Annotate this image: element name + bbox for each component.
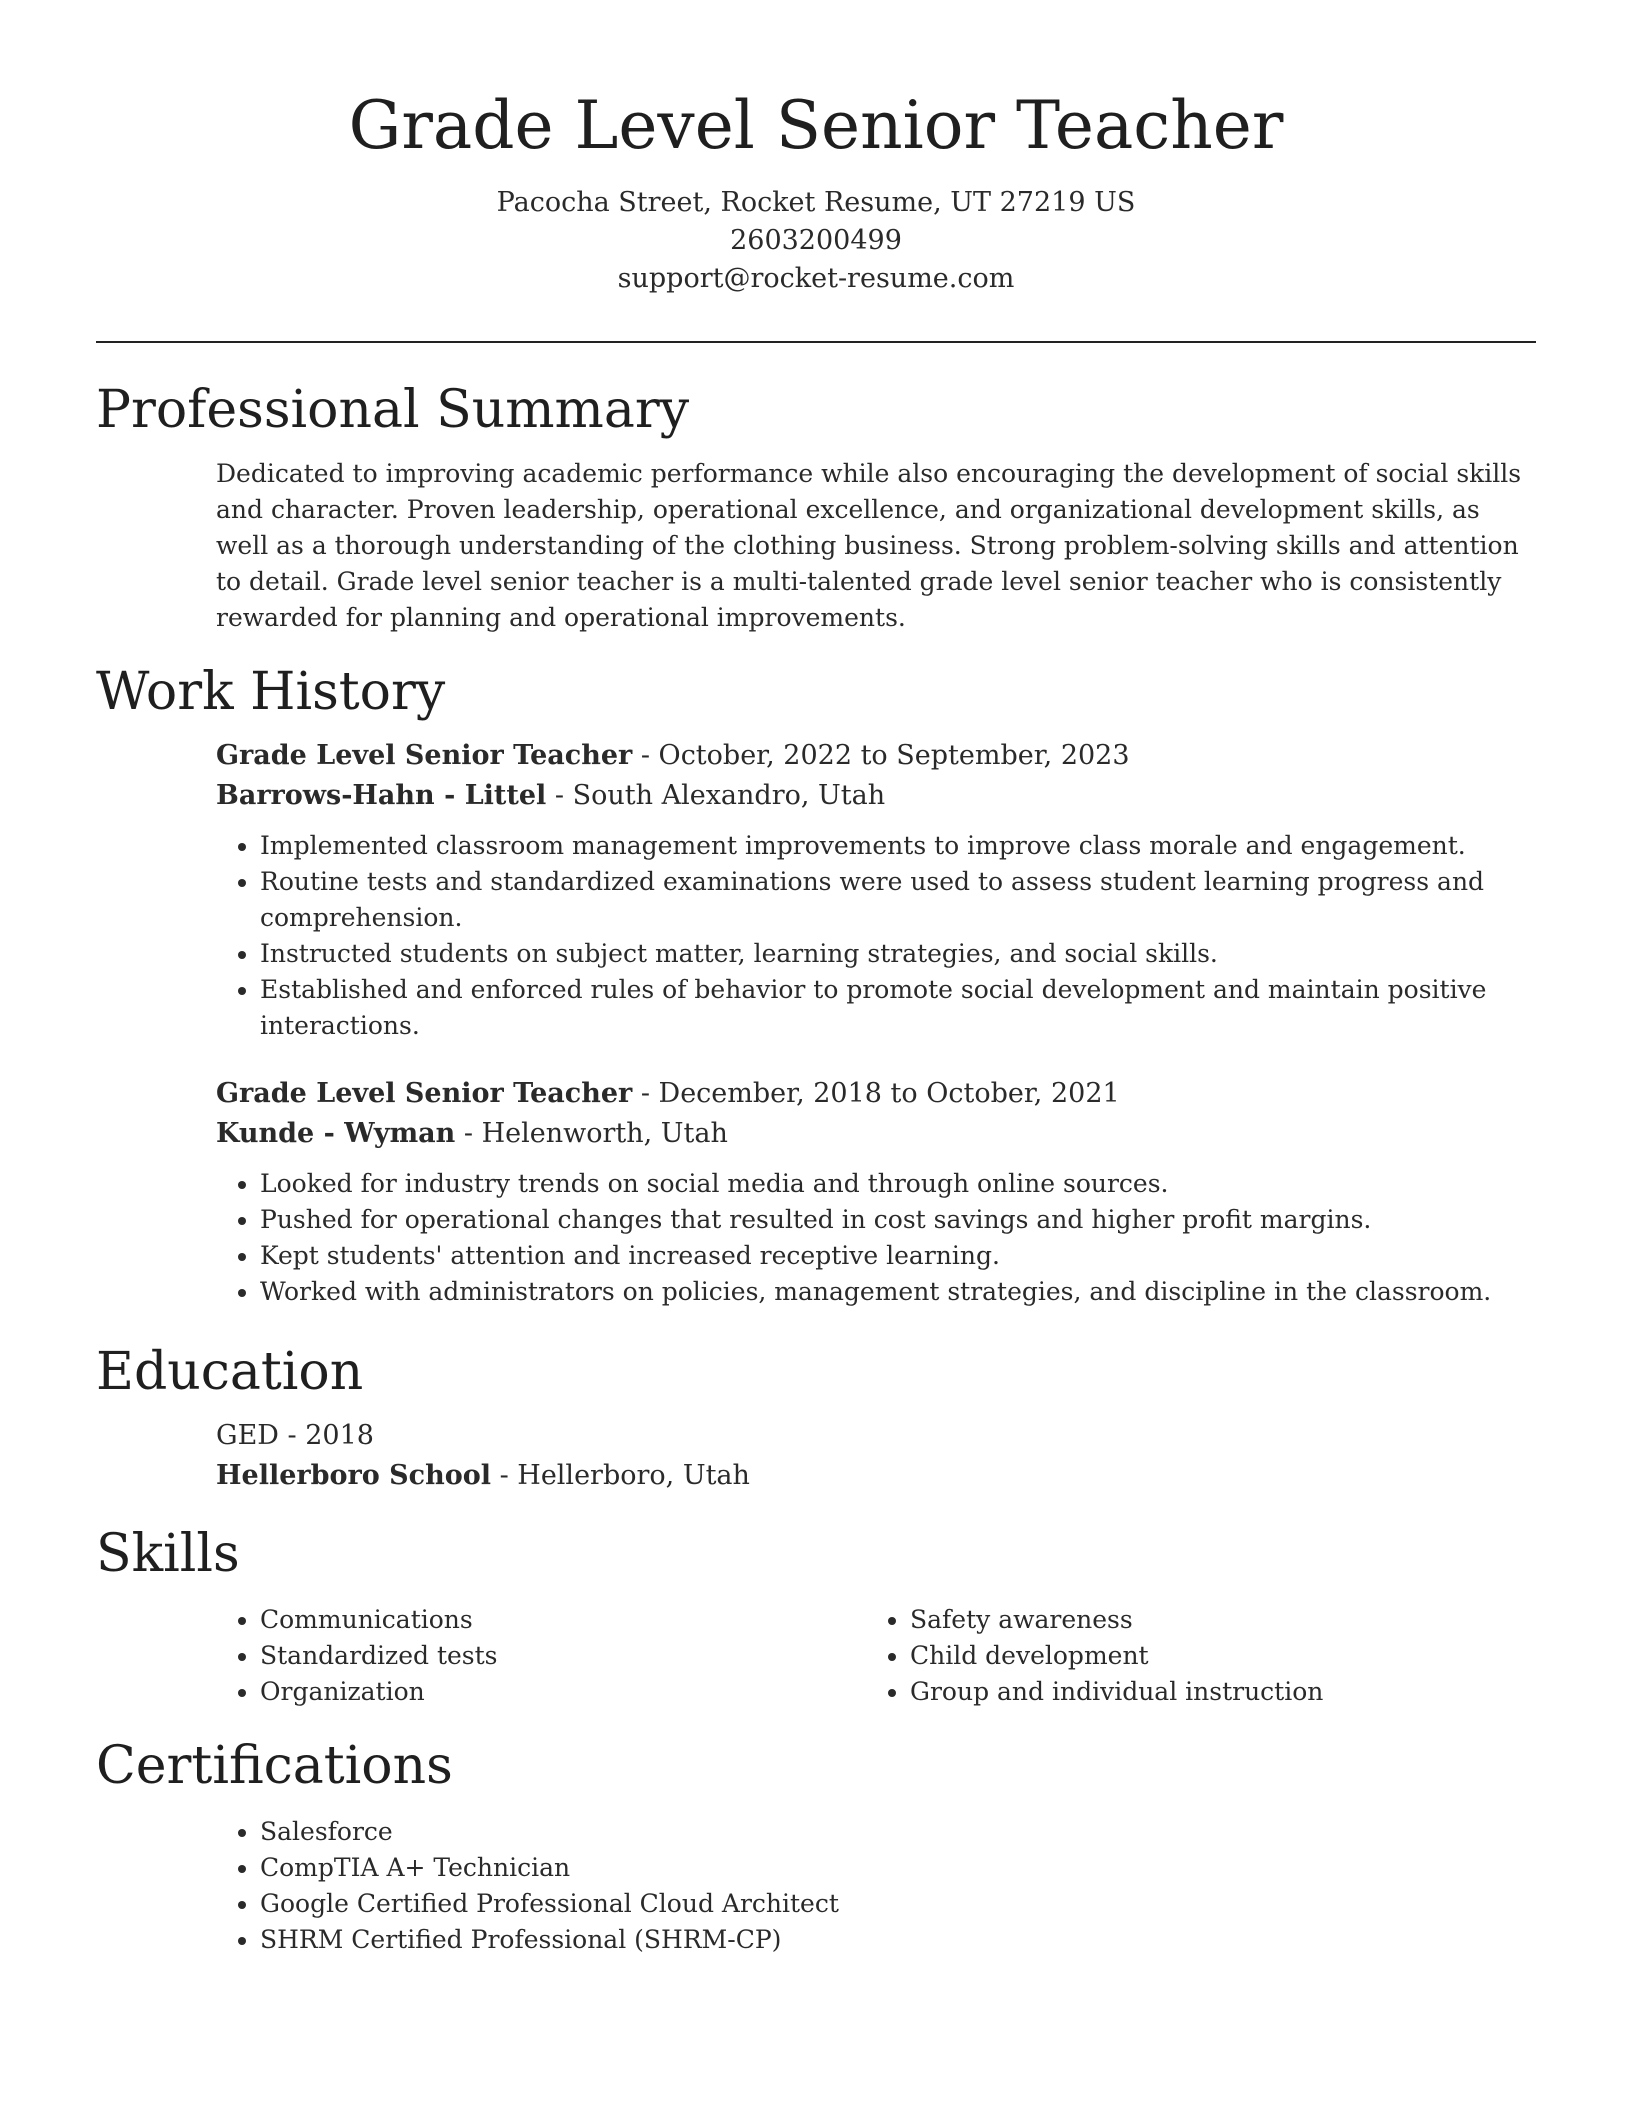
certifications-list — [216, 1814, 1536, 1958]
section-title-education: Education — [96, 1342, 364, 1402]
list-item: • Group and individual instruction — [910, 1674, 1516, 1710]
header-divider — [96, 341, 1536, 343]
education-school: Hellerboro School — [216, 1460, 491, 1491]
summary-text: Dedicated to improving academic performance while also encouraging the development of social skills and character. Proven leadership, operational excellence, and organizational development skills, as well as a thorough understanding of the clothing business. Strong problem-solving skills and attention to detail. Grade level senior teacher is a multi-talented grade level senior teacher who is consistently rewarded for planning and operational improvements. — [216, 459, 1522, 632]
list-item: • Routine tests and standardized examinations were used to assess student learning progress and comprehension. — [260, 864, 1536, 936]
list-item: • Instructed students on subject matter, learning strategies, and social skills. — [260, 936, 1536, 972]
list-item: • CompTIA A+ Technician — [260, 1850, 1536, 1886]
list-item: • Child development — [910, 1638, 1516, 1674]
list-item: • Worked with administrators on policies, management strategies, and discipline in the classroom. — [260, 1274, 1536, 1310]
list-item: • Pushed for operational changes that resulted in cost savings and higher profit margins. — [260, 1202, 1536, 1238]
list-item: • Communications — [260, 1602, 866, 1638]
education-section — [96, 1340, 1536, 1496]
education-degree: GED - 2018 — [216, 1420, 374, 1451]
job-entry — [216, 736, 1536, 1044]
job-dates: - October, 2022 to September, 2023 — [632, 740, 1130, 771]
resume-header — [0, 80, 1632, 298]
education-school-line — [216, 1456, 1536, 1496]
skills-column-right — [866, 1602, 1516, 1710]
contact-info — [0, 184, 1632, 298]
section-title-certifications: Certifications — [96, 1736, 453, 1796]
job-entry — [216, 1074, 1536, 1310]
list-item: • Established and enforced rules of behavior to promote social development and maintain positive interactions. — [260, 972, 1536, 1044]
list-item: • Safety awareness — [910, 1602, 1516, 1638]
list-item: • Looked for industry trends on social media and through online sources. — [260, 1166, 1536, 1202]
skills-section — [96, 1522, 1536, 1710]
job-company-line — [216, 1114, 1536, 1154]
job-bullets — [216, 1166, 1536, 1310]
job-title-line — [216, 1074, 1536, 1114]
address: Pacocha Street, Rocket Resume, UT 27219 US — [496, 187, 1136, 218]
education-location: - Hellerboro, Utah — [490, 1460, 750, 1491]
certifications-section — [96, 1734, 1536, 1958]
list-item: • Salesforce — [260, 1814, 1536, 1850]
skills-list — [866, 1602, 1516, 1710]
candidate-name: Grade Level Senior Teacher — [348, 87, 1284, 164]
job-role: Grade Level Senior Teacher — [216, 1078, 633, 1109]
section-title-skills: Skills — [96, 1524, 240, 1584]
section-title-work-history: Work History — [96, 662, 446, 722]
education-entry — [216, 1416, 1536, 1496]
skills-list — [216, 1602, 866, 1710]
skills-column-left — [216, 1602, 866, 1710]
job-dates: - December, 2018 to October, 2021 — [632, 1078, 1120, 1109]
phone-number: 2603200499 — [730, 225, 902, 256]
job-company: Barrows-Hahn - Littel — [216, 780, 547, 811]
section-title-summary: Professional Summary — [96, 380, 690, 440]
list-item: • Organization — [260, 1674, 866, 1710]
skills-grid — [216, 1602, 1536, 1710]
job-title-line — [216, 736, 1536, 776]
job-company: Kunde - Wyman — [216, 1118, 456, 1149]
job-location: - South Alexandro, Utah — [546, 780, 886, 811]
list-item: • Standardized tests — [260, 1638, 866, 1674]
list-item: • SHRM Certified Professional (SHRM-CP) — [260, 1922, 1536, 1958]
certifications-body — [216, 1814, 1536, 1958]
summary-section — [96, 378, 1536, 636]
list-item: • Google Certified Professional Cloud Architect — [260, 1886, 1536, 1922]
email-address: support@rocket-resume.com — [617, 263, 1015, 294]
job-role: Grade Level Senior Teacher — [216, 740, 633, 771]
job-bullets — [216, 828, 1536, 1044]
list-item: • Implemented classroom management improvements to improve class morale and engagement. — [260, 828, 1536, 864]
list-item: • Kept students' attention and increased receptive learning. — [260, 1238, 1536, 1274]
job-company-line — [216, 776, 1536, 816]
work-history-section — [96, 660, 1536, 1310]
job-location: - Helenworth, Utah — [455, 1118, 728, 1149]
